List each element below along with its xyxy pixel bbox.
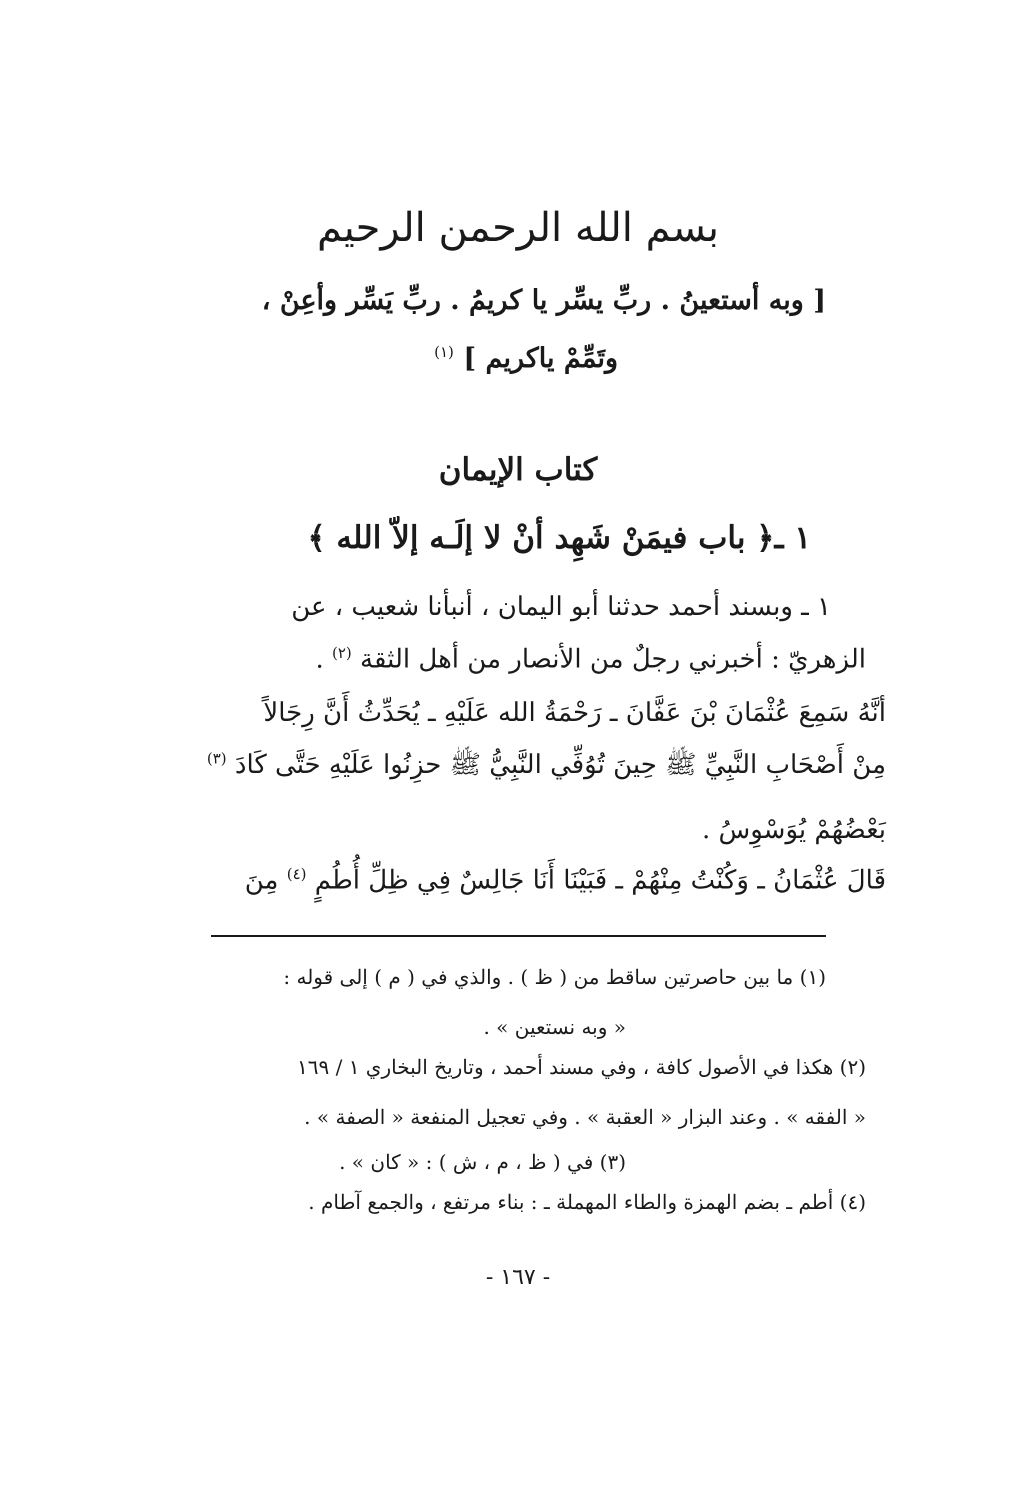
footnote-1-line-2: « وبه نستعين » . [483, 1015, 626, 1039]
body-line-1: ١ ـ وبسند أحمد حدثنا أبو اليمان ، أنبأنا شعيب ، عن [291, 592, 831, 622]
body-line-4 [207, 748, 886, 786]
body-line-6 [245, 865, 886, 896]
footnote-ref-1: (١) [434, 343, 454, 361]
footnote-ref-2: (٢) [332, 644, 352, 662]
footnote-ref-3: (٣) [206, 749, 227, 768]
footnote-separator [211, 935, 826, 937]
footnote-2-line-2: « الفقه » . وعند البزار « العقبة » . وفي تعجيل المنفعة « الصفة » . [304, 1105, 866, 1129]
footnote-ref-4: (٤) [286, 865, 307, 883]
body-line-6-end: مِنَ [244, 865, 279, 896]
body-line-6-text: قَالَ عُثْمَانُ ـ وَكُنْتُ مِنْهُمْ ـ فَبَيْنَا أَنَا جَالِسٌ فِي ظِلِّ أُطُمٍ [314, 865, 886, 896]
book-title: كتاب الإيمان [438, 452, 598, 488]
invocation-line-2 [434, 343, 618, 374]
chapter-title: ١ ـ﴿ باب فيمَنْ شَهِد أنْ لا إلَـه إلاّ الله ﴾ [307, 520, 811, 556]
footnote-1-line-1: (١) ما بين حاصرتين ساقط من ( ظ ) . والذي في ( م ) إلى قوله : [283, 965, 826, 989]
basmala-heading: بسم الله الرحمن الرحيم [316, 205, 720, 251]
body-line-2-text: الزهريّ : أخبرني رجلٌ من الأنصار من أهل الثقة [360, 644, 866, 675]
body-line-2-end: . [315, 644, 324, 675]
footnote-3: (٣) في ( ظ ، م ، ش ) : « كان » . [339, 1150, 626, 1174]
footnote-2-line-1: (٢) هكذا في الأصول كافة ، وفي مسند أحمد ، وتاريخ البخاري ١ / ١٦٩ [297, 1055, 866, 1079]
body-line-4-text: مِنْ أَصْحَابِ النَّبِيِّ ﷺ حِينَ تُوُفِّي النَّبِيُّ ﷺ حزِنُوا عَلَيْهِ حَتَّى كَادَ [234, 750, 886, 780]
body-line-3: أنَّهُ سَمِعَ عُثْمَانَ بْنَ عَفَّانَ ـ رَحْمَةُ الله عَلَيْهِ ـ يُحَدِّثُ أَنَّ رِجَالاً [263, 698, 886, 728]
invocation-text: وتَمِّمْ ياكريم ] [463, 343, 618, 374]
body-line-2 [315, 644, 866, 675]
footnote-4: (٤) أطم ـ بضم الهمزة والطاء المهملة ـ : بناء مرتفع ، والجمع آطام . [308, 1190, 866, 1214]
invocation-line-1: [ وبه أستعينُ . ربِّ يسِّر يا كريمُ . ربِّ يَسِّر وأعِنْ ، [261, 285, 826, 316]
page-number: - ١٦٧ - [485, 1265, 551, 1290]
body-line-5: بَعْضُهُمْ يُوَسْوِسُ . [701, 815, 886, 845]
